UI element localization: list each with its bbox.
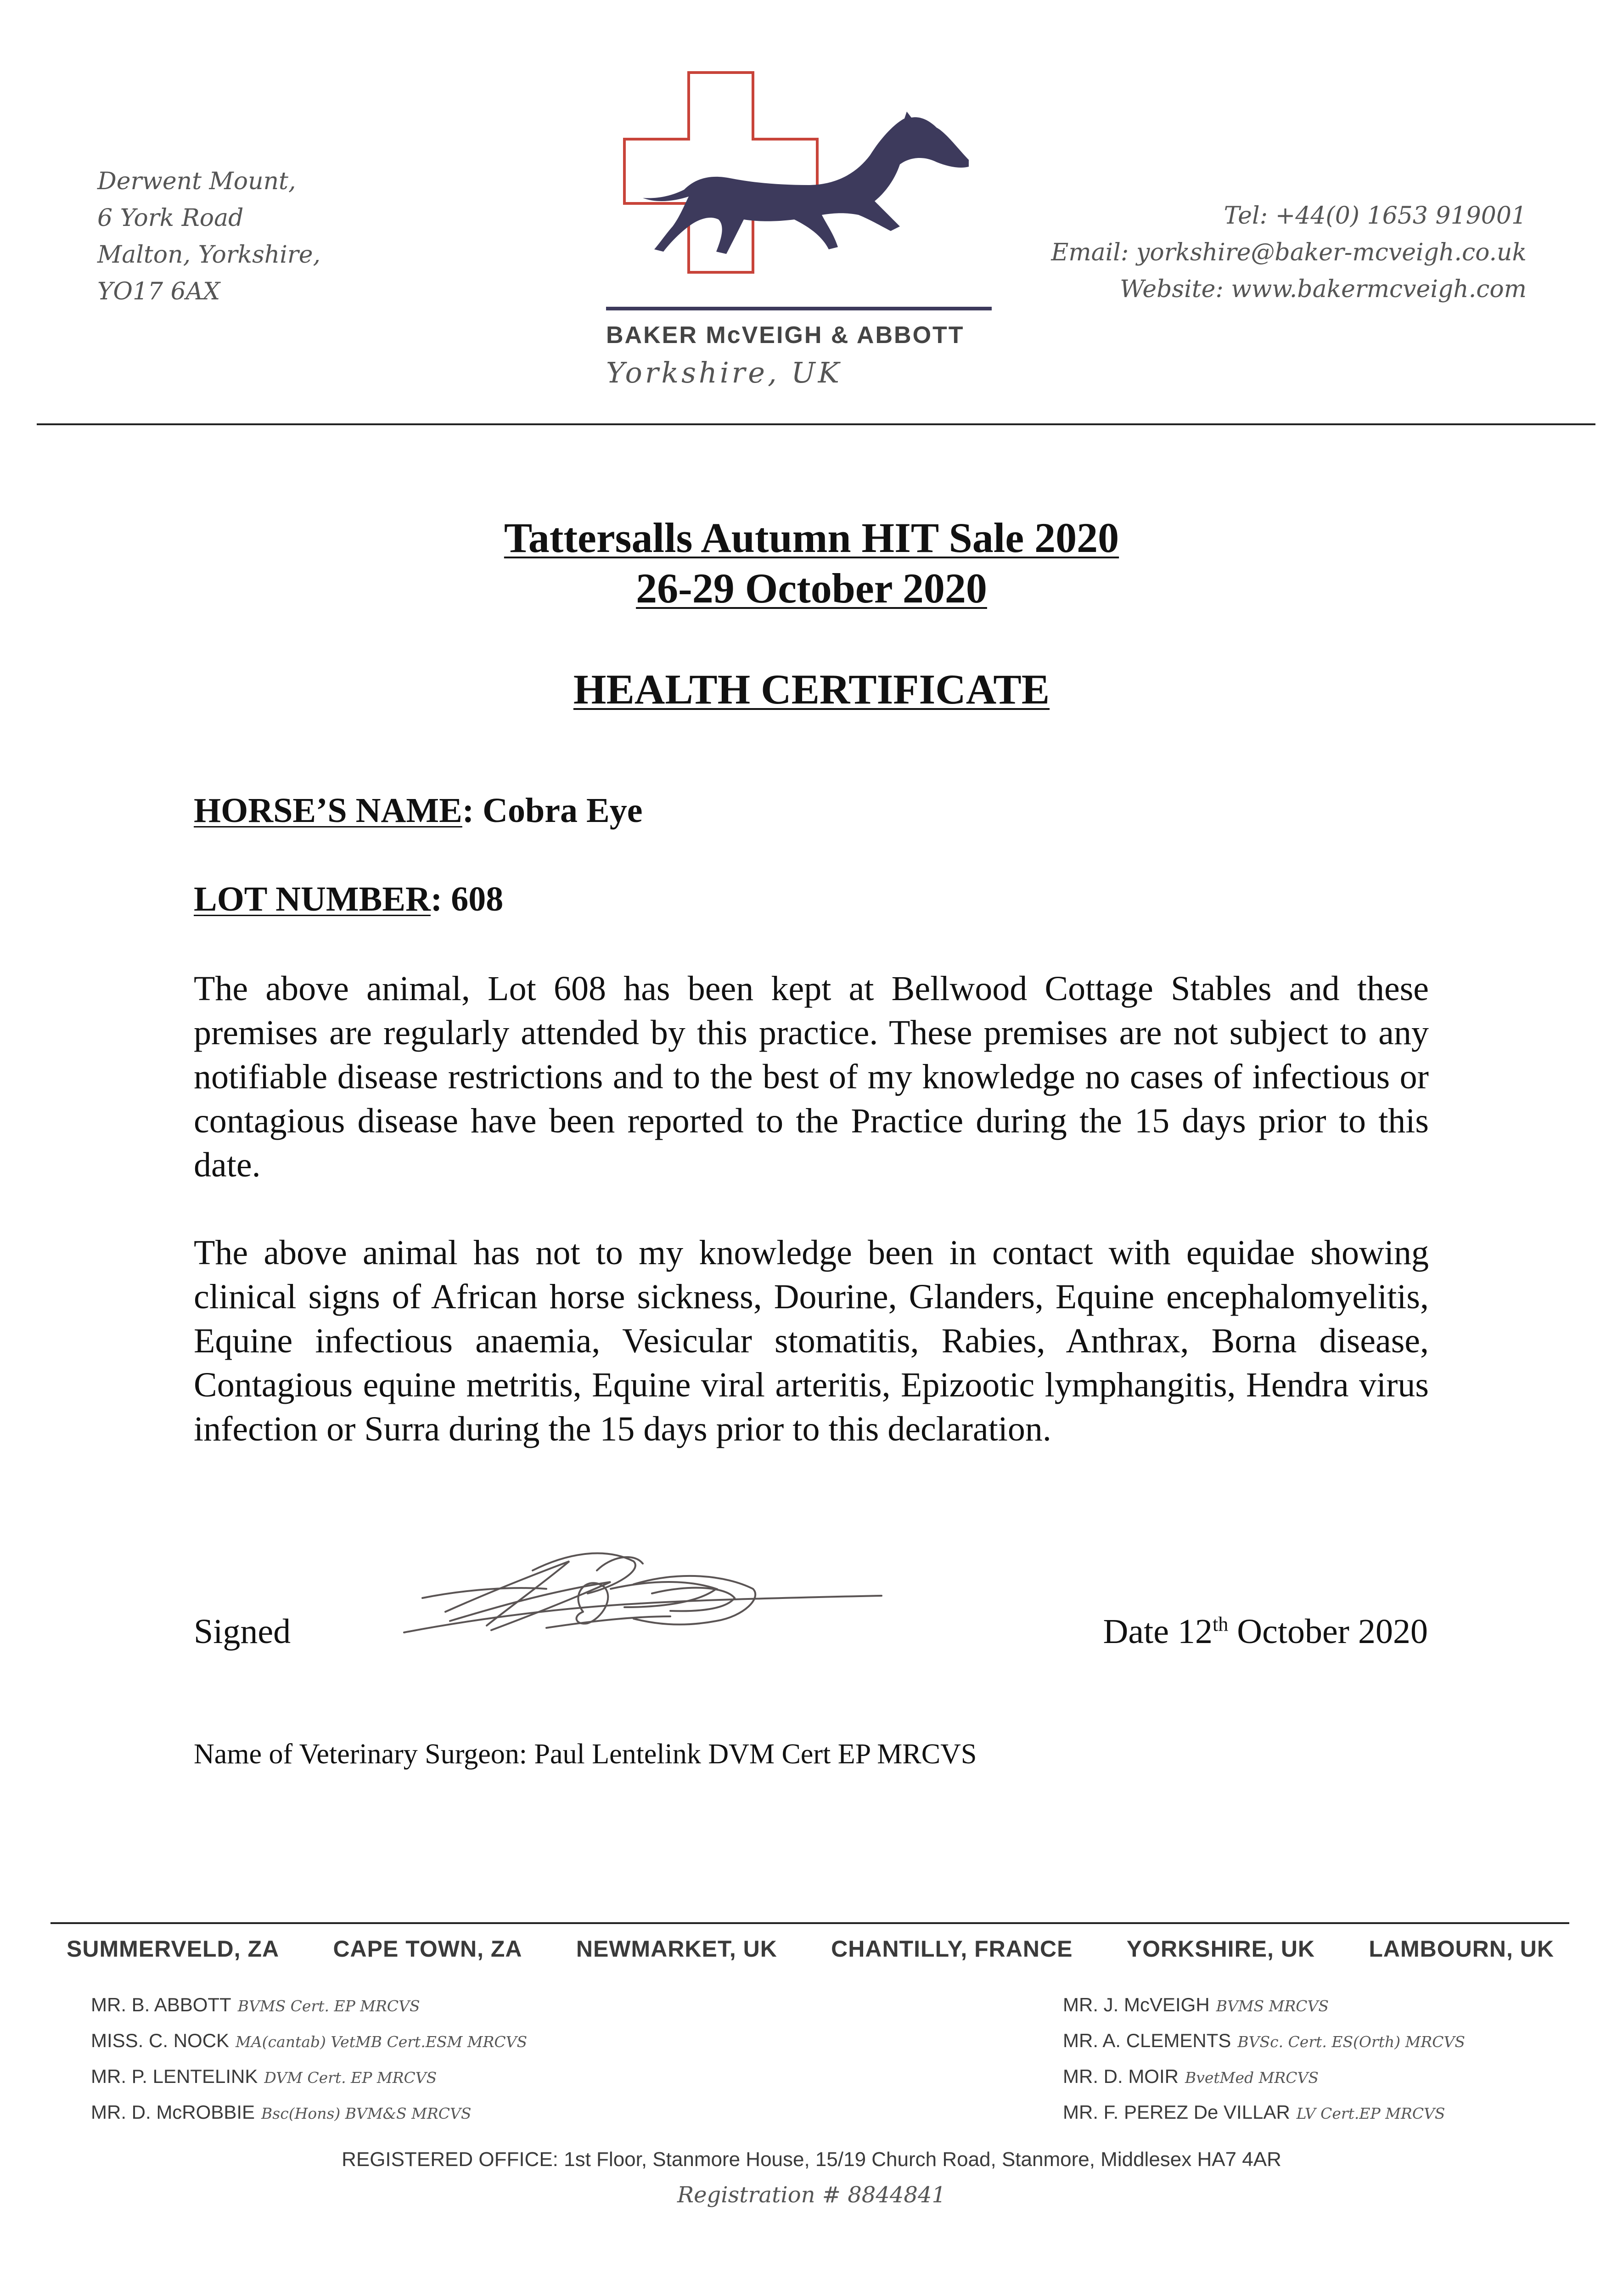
office-location: YORKSHIRE, UK [1126, 1936, 1315, 1962]
address-line: Derwent Mount, [97, 168, 296, 195]
registered-office: REGISTERED OFFICE: 1st Floor, Stanmore House, 15/19 Church Road, Stanmore, Middlesex HA7 4AR [342, 2148, 1281, 2171]
address-line: Malton, Yorkshire, [97, 241, 321, 269]
brand-name: BAKER McVEIGH & ABBOTT [606, 322, 965, 349]
horse-name-label: HORSE’S NAME [194, 791, 462, 830]
partner-entry: MR. A. CLEMENTS BVSc. Cert. ES(Orth) MRCVS [1063, 2030, 1465, 2051]
partner-entry: MR. D. MOIR BvetMed MRCVS [1063, 2065, 1319, 2087]
certificate-title: HEALTH CERTIFICATE [573, 666, 1050, 713]
horse-name-value: : Cobra Eye [462, 791, 643, 830]
office-location: NEWMARKET, UK [576, 1936, 777, 1962]
practice-contact [1051, 197, 1527, 308]
office-locations [67, 1936, 1554, 1962]
lot-number-label: LOT NUMBER [194, 880, 431, 918]
veterinary-surgeon-name: Name of Veterinary Surgeon: Paul Lentelink DVM Cert EP MRCVS [194, 1739, 977, 1770]
office-location: CHANTILLY, FRANCE [831, 1936, 1073, 1962]
signature-date: Date 12th October 2020 [1103, 1612, 1428, 1651]
handwritten-signature [395, 1543, 891, 1662]
office-location: CAPE TOWN, ZA [333, 1936, 522, 1962]
office-location: LAMBOURN, UK [1369, 1936, 1554, 1962]
email-line: Email: yorkshire@baker-mcveigh.co.uk [1051, 239, 1527, 266]
horse-name-field [194, 791, 642, 831]
partner-entry: MR. J. McVEIGH BVMS MRCVS [1063, 1994, 1329, 2015]
lot-number-field [194, 879, 503, 919]
address-line: 6 York Road [97, 204, 244, 232]
practice-address [97, 163, 320, 310]
partner-list-left [91, 1987, 527, 2131]
partner-entry: MR. D. McROBBIE Bsc(Hons) BVM&S MRCVS [91, 2101, 472, 2123]
sale-dates: 26-29 October 2020 [636, 565, 987, 612]
brand-location: Yorkshire, UK [606, 356, 842, 389]
partner-entry: MISS. C. NOCK MA(cantab) VetMB Cert.ESM MRCVS [91, 2030, 528, 2051]
signed-label: Signed [194, 1612, 291, 1651]
disease-declaration: The above animal has not to my knowledge been in contact with equidae showing clinical signs of African horse sickness, Dourine, Glanders, Equine encephalomyelitis, Equine infectious anaemia, Vesicular stomatitis, Rabies, Anthrax, Borna disease, Contagious equine metritis, Equine viral arteritis, Epizootic lymphangitis, Hendra virus infection or Surra during the 15 days prior to this declaration. [194, 1233, 1429, 1448]
website-line: Website: www.bakermcveigh.com [1120, 276, 1527, 303]
partner-list-right [1063, 1987, 1465, 2131]
partner-entry: MR. F. PEREZ De VILLAR LV Cert.EP MRCVS [1063, 2101, 1445, 2123]
address-line: YO17 6AX [97, 278, 220, 305]
registration-number: Registration # 8844841 [677, 2182, 946, 2208]
footer-divider [51, 1922, 1569, 1924]
sale-title: Tattersalls Autumn HIT Sale 2020 [504, 514, 1119, 561]
partner-entry: MR. P. LENTELINK DVM Cert. EP MRCVS [91, 2065, 437, 2087]
phone-line: Tel: +44(0) 1653 919001 [1224, 202, 1527, 230]
partner-entry: MR. B. ABBOTT BVMS Cert. EP MRCVS [91, 1994, 420, 2015]
premises-statement: The above animal, Lot 608 has been kept at Bellwood Cottage Stables and these premises are regularly attended by this practice. These premises are not subject to any notifiable disease restrictions and to the best of my knowledge no cases of infectious or contagious disease have been reported to the Practice during the 15 days prior to this date. [194, 969, 1429, 1184]
date-ordinal: th [1212, 1613, 1229, 1636]
office-location: SUMMERVELD, ZA [67, 1936, 280, 1962]
header-divider [37, 423, 1595, 425]
cross-and-horse-icon [606, 68, 992, 325]
lot-number-value: : 608 [430, 880, 504, 918]
